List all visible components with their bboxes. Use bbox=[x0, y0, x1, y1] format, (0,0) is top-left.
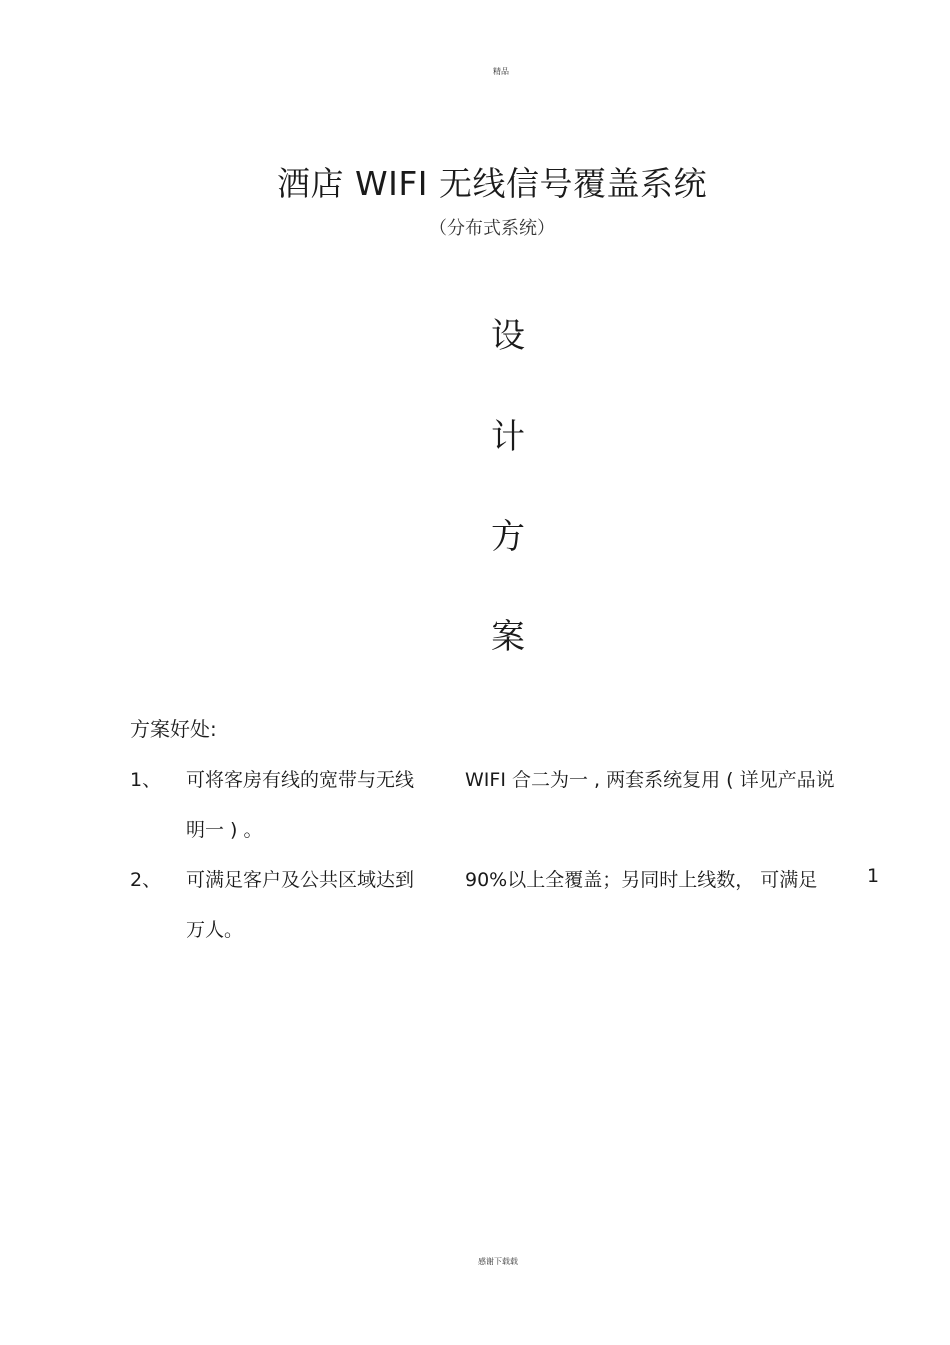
benefit-item-text: WIFI 合二为一 , 两套系统复用 ( 详见产品说 bbox=[465, 769, 835, 791]
benefit-item-text: 可满足客户及公共区域达到 bbox=[186, 869, 415, 891]
benefit-item-text: 可将客房有线的宽带与无线 bbox=[186, 769, 415, 791]
page-footer-mark: 感谢下载载 bbox=[478, 1257, 518, 1266]
benefit-item-number: 1、 bbox=[130, 769, 162, 791]
vertical-title-char-1: 设 bbox=[491, 316, 525, 356]
vertical-title-char-2: 计 bbox=[491, 417, 525, 457]
vertical-title-char-3: 方 bbox=[491, 517, 525, 557]
benefits-heading: 方案好处: bbox=[130, 717, 217, 741]
benefit-item-continuation: 万人。 bbox=[186, 919, 244, 941]
page-header-mark: 精品 bbox=[493, 67, 509, 76]
benefit-item-text: 90%以上全覆盖；另同时上线数， 可满足 bbox=[465, 869, 818, 891]
vertical-title-char-4: 案 bbox=[491, 617, 525, 657]
document-title: 酒店 WIFI 无线信号覆盖系统 bbox=[276, 164, 708, 203]
benefit-item-number: 2、 bbox=[130, 869, 162, 891]
benefit-item-text: 1 bbox=[867, 865, 880, 887]
document-subtitle: （分布式系统） bbox=[429, 218, 555, 239]
benefit-item-continuation: 明一 ) 。 bbox=[186, 819, 263, 841]
